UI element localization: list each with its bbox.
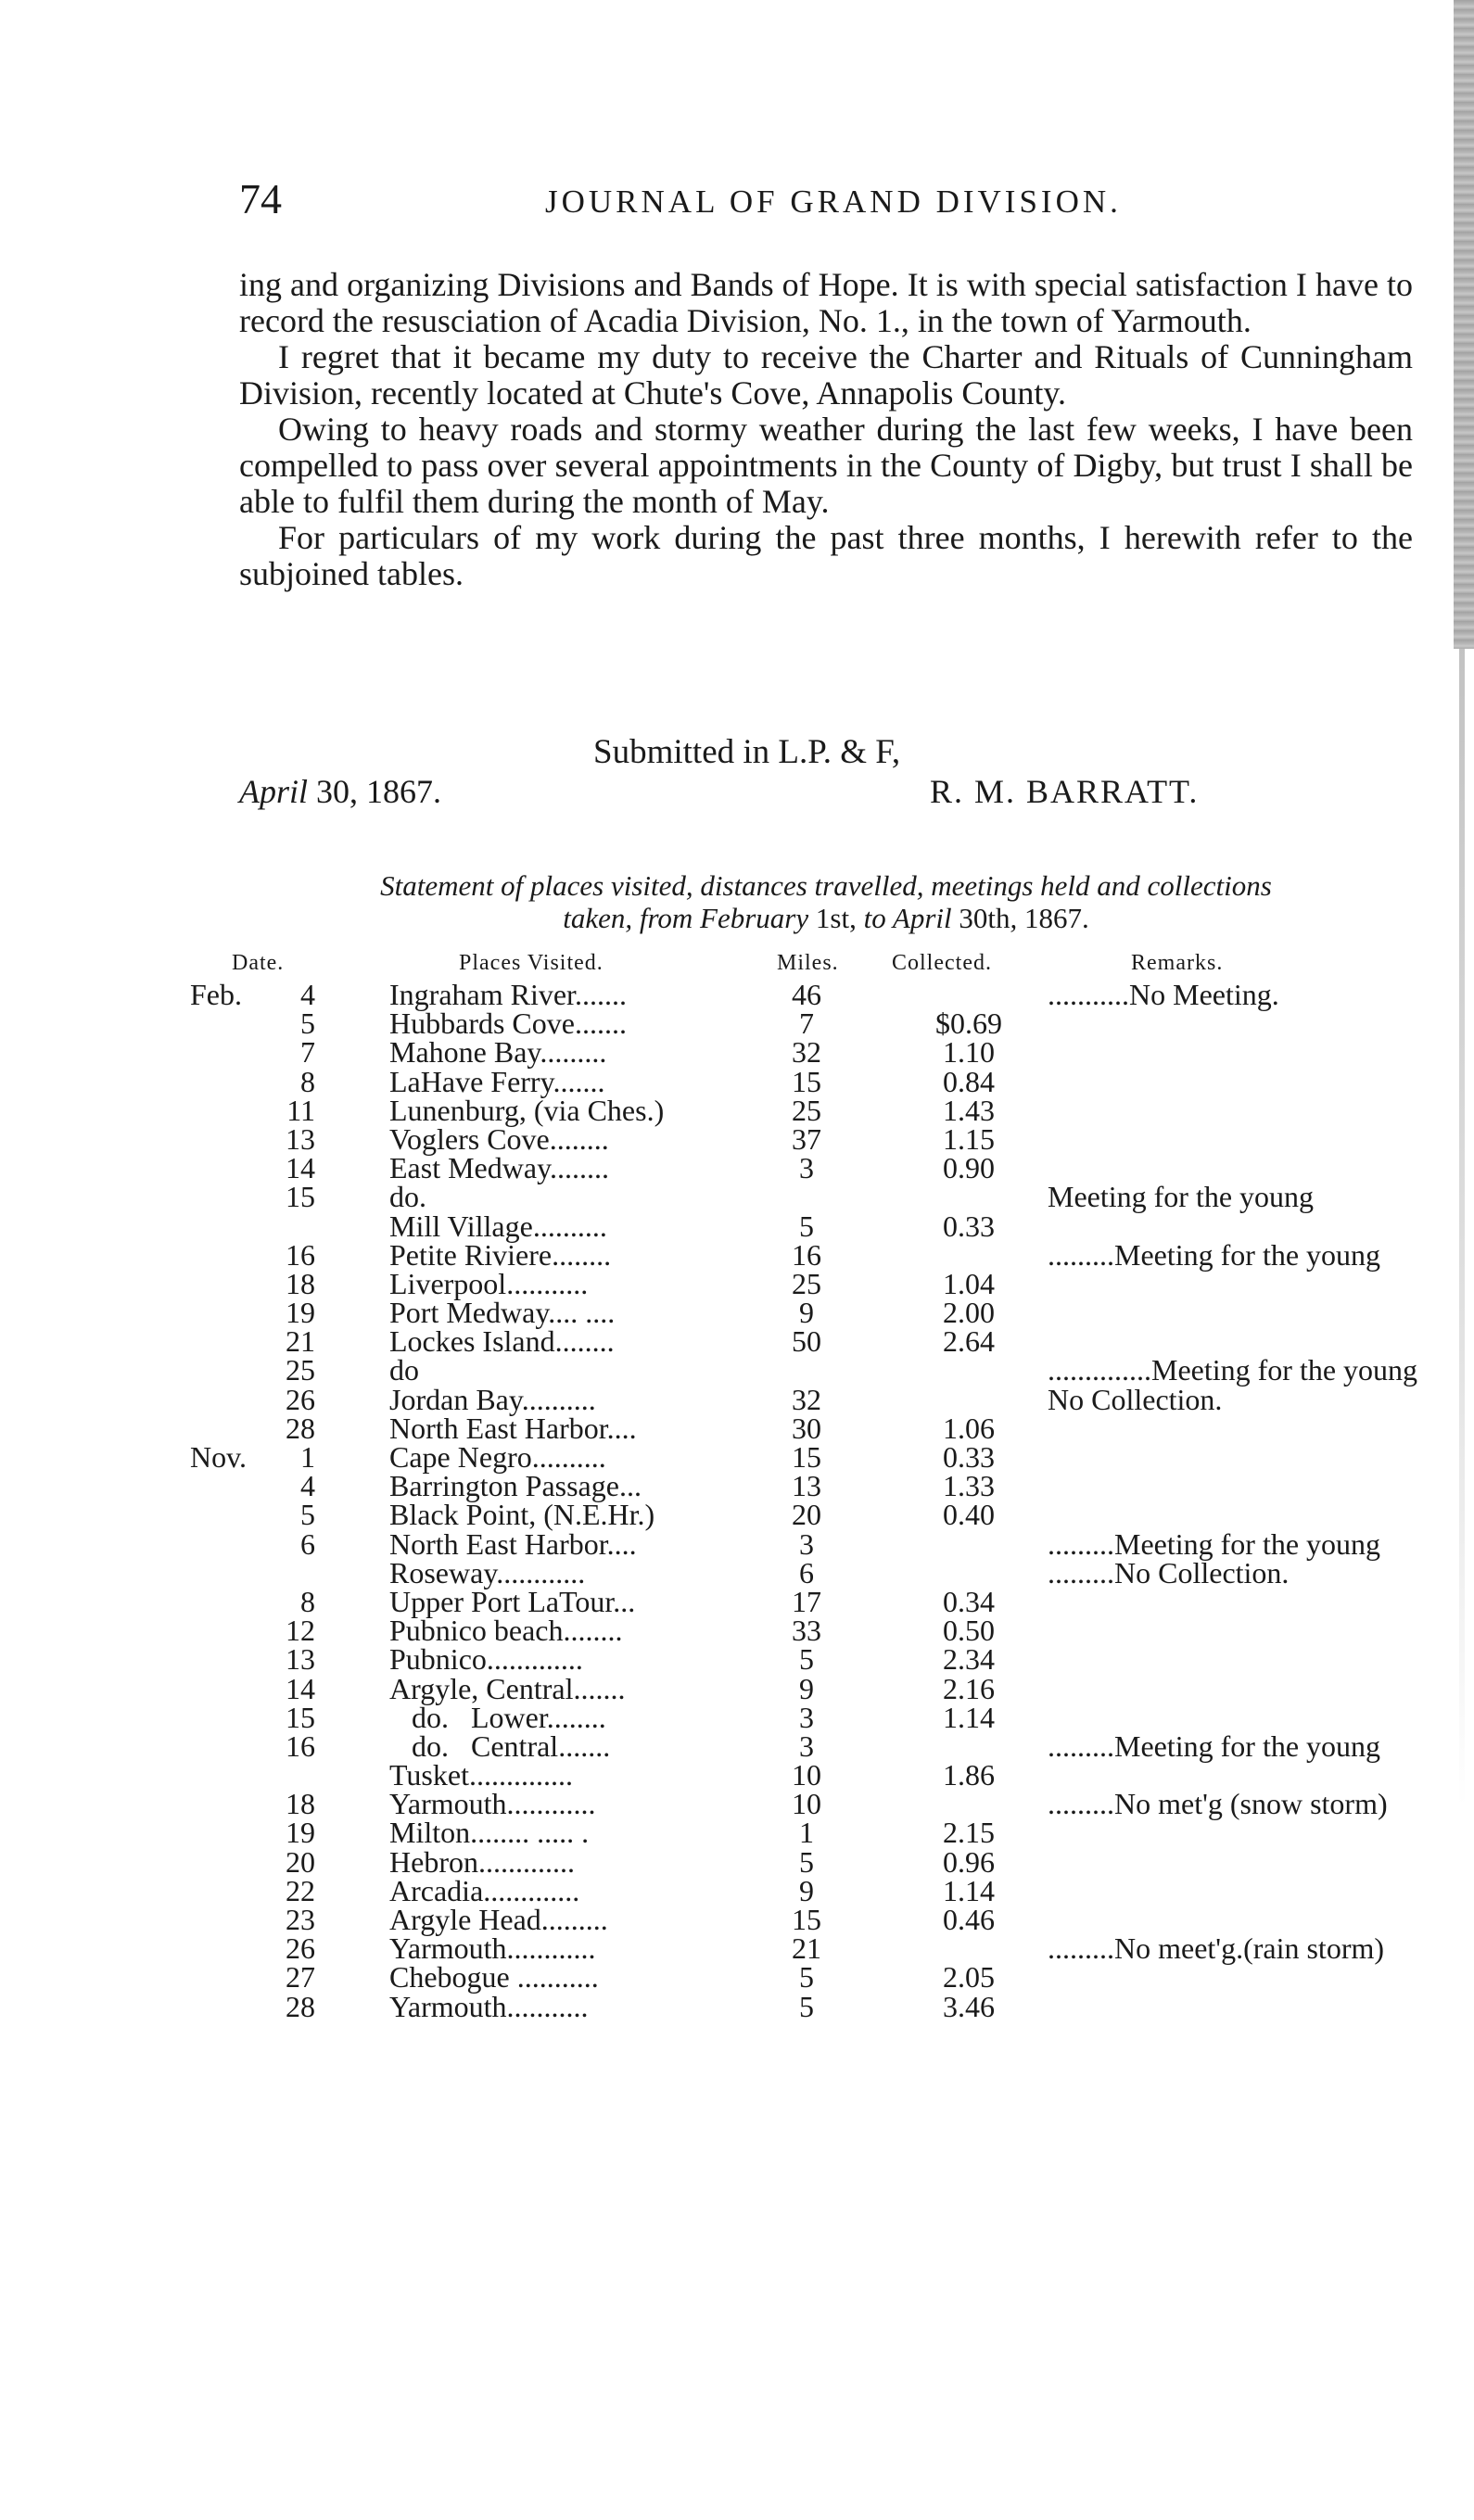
- table-row: [0, 1382, 1474, 1416]
- row-collected: $0.69: [935, 1007, 1002, 1041]
- table-header: [0, 951, 1474, 979]
- row-day: 12: [286, 1614, 315, 1648]
- row-miles: 7: [799, 1007, 814, 1041]
- row-day: 7: [300, 1035, 315, 1070]
- row-miles: 3: [799, 1526, 814, 1561]
- row-miles: 13: [792, 1469, 821, 1503]
- row-miles: 16: [792, 1237, 821, 1272]
- row-day: 5: [300, 1498, 315, 1532]
- row-miles: 3: [799, 1151, 814, 1185]
- row-remarks: ..............Meeting for the young: [1048, 1353, 1418, 1387]
- row-place: Petite Riviere........: [389, 1237, 612, 1272]
- table-row: [0, 1411, 1474, 1445]
- row-collected: 2.05: [943, 1960, 995, 1994]
- table-row: [0, 978, 1474, 1011]
- row-day: 15: [286, 1700, 315, 1734]
- row-collected: 0.84: [943, 1064, 995, 1098]
- row-place: Liverpool...........: [389, 1266, 589, 1300]
- row-miles: 3: [799, 1700, 814, 1734]
- row-remarks: Meeting for the young: [1048, 1180, 1315, 1214]
- row-collected: 3.46: [943, 1989, 995, 2023]
- table-row: [0, 1093, 1474, 1127]
- row-day: 14: [286, 1671, 315, 1705]
- row-place: LaHave Ferry.......: [389, 1064, 605, 1098]
- row-place: North East Harbor....: [389, 1411, 637, 1445]
- row-miles: 10: [792, 1758, 821, 1792]
- row-collected: 0.34: [943, 1584, 995, 1618]
- row-miles: 15: [792, 1903, 821, 1936]
- row-place: Mahone Bay.........: [389, 1035, 607, 1070]
- row-month: Feb.: [190, 978, 242, 1011]
- row-day: 19: [286, 1816, 315, 1850]
- row-miles: 5: [799, 1989, 814, 2023]
- table-row: [0, 1324, 1474, 1359]
- table-row: [0, 1584, 1474, 1618]
- row-day: 23: [286, 1903, 315, 1936]
- table-row: [0, 1469, 1474, 1503]
- row-day: 4: [300, 1469, 315, 1503]
- body-text: [239, 267, 1413, 592]
- table-row: [0, 1209, 1474, 1243]
- row-collected: 0.33: [943, 1440, 995, 1474]
- signature: R. M. BARRATT.: [930, 773, 1200, 810]
- row-day: 18: [286, 1266, 315, 1300]
- row-place: Lockes Island........: [389, 1324, 615, 1359]
- row-place: Yarmouth...........: [389, 1989, 589, 2023]
- visits-table: [0, 978, 1474, 2023]
- row-place: Argyle Head.........: [389, 1903, 608, 1936]
- row-collected: 1.10: [943, 1035, 995, 1070]
- report-date: [239, 772, 441, 811]
- row-miles: 32: [792, 1035, 821, 1070]
- table-row: [0, 1989, 1474, 2023]
- row-place: Yarmouth............: [389, 1787, 596, 1821]
- row-miles: 1: [799, 1816, 814, 1850]
- header-places: Places Visited.: [459, 951, 604, 975]
- running-title: JOURNAL OF GRAND DIVISION.: [545, 184, 1122, 220]
- row-place: East Medway........: [389, 1151, 609, 1185]
- row-remarks: .........Meeting for the young: [1048, 1237, 1381, 1272]
- table-row: [0, 1526, 1474, 1561]
- table-row: [0, 1671, 1474, 1705]
- statement-part: to April: [856, 902, 959, 934]
- row-day: 5: [300, 1007, 315, 1041]
- row-remarks: ...........No Meeting.: [1048, 978, 1279, 1011]
- header-remarks: Remarks.: [1131, 951, 1224, 975]
- table-row: [0, 1237, 1474, 1272]
- row-place: do.: [389, 1180, 426, 1214]
- row-place: do. Lower........: [389, 1700, 606, 1734]
- row-place: Hebron.............: [389, 1844, 575, 1879]
- row-place: Mill Village..........: [389, 1209, 607, 1243]
- row-day: 25: [286, 1353, 315, 1387]
- row-miles: 33: [792, 1614, 821, 1648]
- row-place: Lunenburg, (via Ches.): [389, 1093, 665, 1127]
- table-row: [0, 1873, 1474, 1907]
- row-day: 26: [286, 1931, 315, 1966]
- table-row: [0, 1151, 1474, 1185]
- row-remarks: .........Meeting for the young: [1048, 1729, 1381, 1763]
- row-miles: 5: [799, 1209, 814, 1243]
- paragraph: For particulars of my work during the past three months, I herewith refer to the subjoined tables.: [239, 519, 1413, 592]
- row-place: Ingraham River.......: [389, 978, 627, 1011]
- row-collected: 2.00: [943, 1296, 995, 1330]
- row-place: do. Central.......: [389, 1729, 611, 1763]
- row-day: 8: [300, 1584, 315, 1618]
- row-place: Port Medway.... ....: [389, 1296, 616, 1330]
- row-place: Cape Negro..........: [389, 1440, 606, 1474]
- statement-caption: [239, 869, 1413, 934]
- row-collected: 1.15: [943, 1121, 995, 1156]
- table-row: [0, 1700, 1474, 1734]
- row-miles: 46: [792, 978, 821, 1011]
- row-collected: 1.33: [943, 1469, 995, 1503]
- row-place: Hubbards Cove.......: [389, 1007, 627, 1041]
- row-day: 8: [300, 1064, 315, 1098]
- row-collected: 1.86: [943, 1758, 995, 1792]
- row-day: 15: [286, 1180, 315, 1214]
- row-place: Argyle, Central.......: [389, 1671, 626, 1705]
- row-remarks: .........No meet'g.(rain storm): [1048, 1931, 1385, 1966]
- row-miles: 9: [799, 1671, 814, 1705]
- statement-part: ,: [1010, 902, 1024, 934]
- statement-part: 30th: [959, 902, 1010, 934]
- row-miles: 5: [799, 1960, 814, 1994]
- row-miles: 5: [799, 1844, 814, 1879]
- table-row: [0, 1296, 1474, 1330]
- row-place: Yarmouth............: [389, 1931, 596, 1966]
- row-day: 21: [286, 1324, 315, 1359]
- page-header: [239, 174, 1417, 230]
- statement-part: 1st,: [815, 902, 857, 934]
- row-miles: 21: [792, 1931, 821, 1966]
- row-place: Jordan Bay..........: [389, 1382, 596, 1416]
- page-number: 74: [239, 175, 282, 222]
- row-place: North East Harbor....: [389, 1526, 637, 1561]
- row-day: 19: [286, 1296, 315, 1330]
- table-row: [0, 1614, 1474, 1648]
- paragraph: Owing to heavy roads and stormy weather during the last few weeks, I have been compelled to pass over several appointments in the County of Digby, but trust I shall be able to fulfil them during the month of May.: [239, 411, 1413, 520]
- table-row: [0, 1007, 1474, 1041]
- paragraph: I regret that it became my duty to receive the Charter and Rituals of Cunningham Division, recently located at Chute's Cove, Annapolis County.: [239, 338, 1413, 412]
- report-date-month: April: [239, 773, 309, 810]
- table-row: [0, 1180, 1474, 1214]
- row-collected: 2.64: [943, 1324, 995, 1359]
- row-place: Voglers Cove........: [389, 1121, 609, 1156]
- row-miles: 9: [799, 1296, 814, 1330]
- table-row: [0, 1440, 1474, 1474]
- row-place: do: [389, 1353, 419, 1387]
- table-row: [0, 1121, 1474, 1156]
- row-miles: 3: [799, 1729, 814, 1763]
- row-collected: 1.06: [943, 1411, 995, 1445]
- row-day: 11: [286, 1093, 315, 1127]
- row-day: 1: [300, 1440, 315, 1474]
- row-collected: 0.96: [943, 1844, 995, 1879]
- table-row: [0, 1960, 1474, 1994]
- row-remarks: No Collection.: [1048, 1382, 1223, 1416]
- header-miles: Miles.: [777, 951, 839, 975]
- page-edge-shadow: [1454, 0, 1474, 649]
- row-miles: 25: [792, 1266, 821, 1300]
- header-collected: Collected.: [892, 951, 992, 975]
- row-collected: 0.46: [943, 1903, 995, 1936]
- row-miles: 50: [792, 1324, 821, 1359]
- row-collected: 2.15: [943, 1816, 995, 1850]
- row-day: 18: [286, 1787, 315, 1821]
- row-place: Barrington Passage...: [389, 1469, 642, 1503]
- row-miles: 15: [792, 1440, 821, 1474]
- row-place: Roseway............: [389, 1555, 586, 1589]
- row-place: Arcadia.............: [389, 1873, 580, 1907]
- row-day: 13: [286, 1121, 315, 1156]
- row-collected: 1.14: [943, 1873, 995, 1907]
- paragraph: ing and organizing Divisions and Bands of Hope. It is with special satisfaction I have to record the resusciation of Acadia Division, No. 1., in the town of Yarmouth.: [239, 266, 1413, 339]
- row-miles: 5: [799, 1642, 814, 1677]
- table-row: [0, 1758, 1474, 1792]
- row-collected: 0.40: [943, 1498, 995, 1532]
- row-day: 28: [286, 1989, 315, 2023]
- row-miles: 30: [792, 1411, 821, 1445]
- row-day: 22: [286, 1873, 315, 1907]
- report-date-rest: 30, 1867.: [308, 773, 442, 810]
- row-miles: 25: [792, 1093, 821, 1127]
- row-miles: 37: [792, 1121, 821, 1156]
- row-place: Chebogue ...........: [389, 1960, 599, 1994]
- row-collected: 2.34: [943, 1642, 995, 1677]
- table-row: [0, 1266, 1474, 1300]
- row-day: 13: [286, 1642, 315, 1677]
- row-collected: 2.16: [943, 1671, 995, 1705]
- row-remarks: .........Meeting for the young: [1048, 1526, 1381, 1561]
- table-row: [0, 1903, 1474, 1936]
- row-day: 4: [300, 978, 315, 1011]
- statement-part: 1867.: [1023, 902, 1089, 934]
- row-remarks: .........No Collection.: [1048, 1555, 1290, 1589]
- statement-part: taken, from February: [563, 902, 816, 934]
- table-row: [0, 1555, 1474, 1589]
- row-miles: 20: [792, 1498, 821, 1532]
- table-row: [0, 1729, 1474, 1763]
- row-collected: 1.43: [943, 1093, 995, 1127]
- row-miles: 6: [799, 1555, 814, 1589]
- table-row: [0, 1931, 1474, 1966]
- row-day: 28: [286, 1411, 315, 1445]
- row-day: 6: [300, 1526, 315, 1561]
- row-collected: 1.04: [943, 1266, 995, 1300]
- row-miles: 10: [792, 1787, 821, 1821]
- row-place: Milton........ ..... .: [389, 1816, 590, 1850]
- row-collected: 1.14: [943, 1700, 995, 1734]
- row-collected: 0.33: [943, 1209, 995, 1243]
- header-date: Date.: [232, 951, 285, 975]
- row-day: 27: [286, 1960, 315, 1994]
- row-place: Pubnico.............: [389, 1642, 583, 1677]
- row-day: 16: [286, 1237, 315, 1272]
- table-row: [0, 1844, 1474, 1879]
- table-row: [0, 1787, 1474, 1821]
- row-place: Upper Port LaTour...: [389, 1584, 636, 1618]
- row-day: 26: [286, 1382, 315, 1416]
- row-miles: 17: [792, 1584, 821, 1618]
- table-row: [0, 1816, 1474, 1850]
- row-place: Black Point, (N.E.Hr.): [389, 1498, 655, 1532]
- row-miles: 9: [799, 1873, 814, 1907]
- row-miles: 32: [792, 1382, 821, 1416]
- statement-line-1: Statement of places visited, distances travelled, meetings held and collections: [380, 869, 1272, 902]
- submitted-line: Submitted in L.P. & F,: [593, 733, 901, 771]
- table-row: [0, 1498, 1474, 1532]
- row-collected: 0.50: [943, 1614, 995, 1648]
- row-collected: 0.90: [943, 1151, 995, 1185]
- table-row: [0, 1064, 1474, 1098]
- table-row: [0, 1035, 1474, 1070]
- row-place: Tusket..............: [389, 1758, 573, 1792]
- row-day: 20: [286, 1844, 315, 1879]
- row-day: 16: [286, 1729, 315, 1763]
- row-miles: 15: [792, 1064, 821, 1098]
- row-month: Nov.: [190, 1440, 248, 1474]
- row-day: 14: [286, 1151, 315, 1185]
- statement-line-2: [239, 902, 1413, 934]
- table-row: [0, 1353, 1474, 1387]
- row-place: Pubnico beach........: [389, 1614, 623, 1648]
- table-row: [0, 1642, 1474, 1677]
- row-remarks: .........No met'g (snow storm): [1048, 1787, 1388, 1821]
